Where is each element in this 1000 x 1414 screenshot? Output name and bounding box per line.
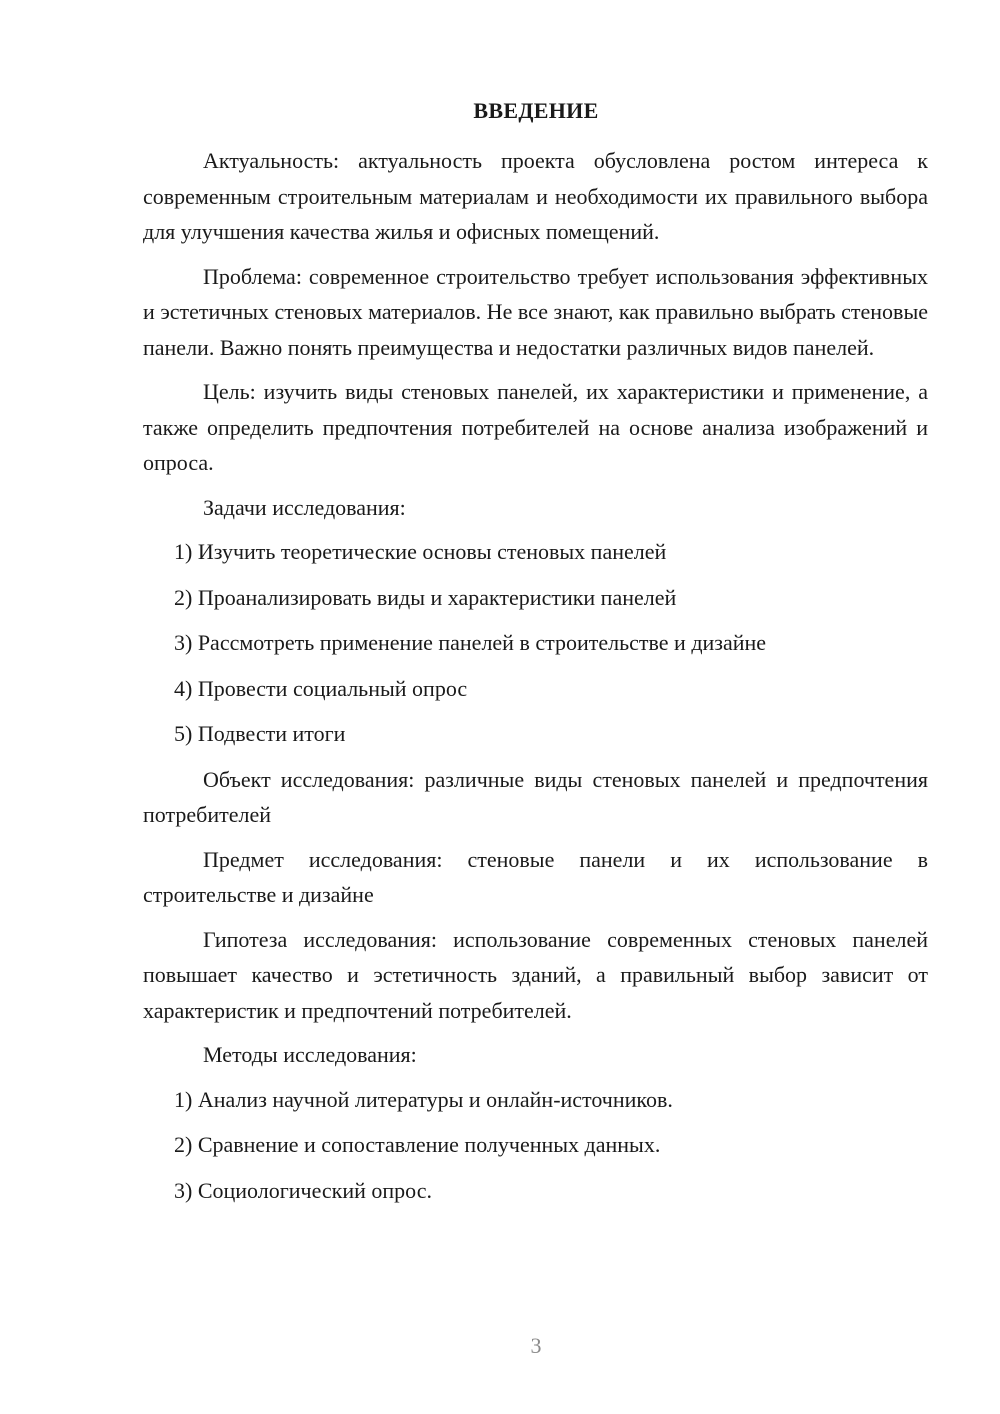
- relevance-paragraph: Актуальность: актуальность проекта обусловлена ростом интереса к современным строительным материалам и необходимости их правильного выбора для улучшения качества жилья и офисных помещений.: [143, 148, 928, 244]
- subject-paragraph: Предмет исследования: стеновые панели и их использование в строительстве и дизайне: [143, 846, 928, 907]
- method-item: 3) Социологический опрос.: [174, 1177, 432, 1203]
- method-item: 2) Сравнение и сопоставление полученных данных.: [174, 1132, 661, 1157]
- task-item: 1) Изучить теоретические основы стеновых панелей: [174, 539, 667, 564]
- goal-paragraph: Цель: изучить виды стеновых панелей, их характеристики и применение, а также определить предпочтения потребителей на основе анализа изображений и опроса.: [143, 379, 928, 475]
- methods-title: Методы исследования:: [203, 1042, 417, 1067]
- tasks-title: Задачи исследования:: [203, 494, 406, 520]
- method-item: 1) Анализ научной литературы и онлайн-источников.: [174, 1086, 673, 1112]
- hypothesis-paragraph: Гипотеза исследования: использование современных стеновых панелей повышает качество и эстетичность зданий, а правильный выбор зависит от характеристик и предпочтений потребителей.: [143, 926, 928, 1023]
- task-item: 5) Подвести итоги: [174, 721, 346, 746]
- section-heading: ВВЕДЕНИЕ: [473, 98, 599, 123]
- task-item: 2) Проанализировать виды и характеристики панелей: [174, 584, 677, 610]
- object-paragraph: Объект исследования: различные виды стеновых панелей и предпочтения потребителей: [143, 766, 928, 827]
- introduction-body: [143, 143, 928, 1218]
- page-number: 3: [530, 1333, 542, 1358]
- task-item: 4) Провести социальный опрос: [174, 675, 468, 701]
- problem-paragraph: Проблема: современное строительство требует использования эффективных и эстетичных стеновых материалов. Не все знают, как правильно выбрать стеновые панели. Важно понять преимущества и недостатки различных видов панелей.: [143, 263, 928, 360]
- task-item: 3) Рассмотреть применение панелей в строительстве и дизайне: [174, 630, 767, 655]
